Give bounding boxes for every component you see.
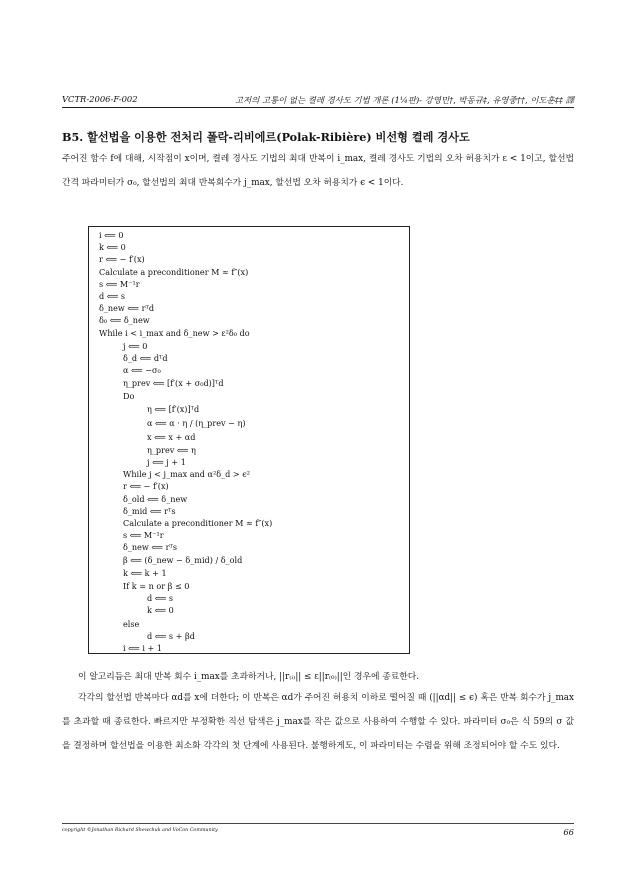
secant-paragraph: [62, 686, 574, 758]
algorithm-line: δ_new ⟸ rᵀs: [123, 542, 178, 552]
copyright-notice: copyright ©Jonathan Richard Shewchuk and VoCon Community: [62, 828, 218, 833]
algorithm-line: s ⟸ M⁻¹r: [99, 279, 140, 289]
algorithm-line: d ⟸ s + βd: [147, 631, 195, 641]
algorithm-line: j ⟸ 0: [123, 341, 148, 351]
algorithm-line: d ⟸ s: [99, 291, 126, 301]
page-number: 66: [563, 827, 574, 837]
algorithm-line: s ⟸ M⁻¹r: [123, 530, 164, 540]
algorithm-line: α ⟸ −σ₀: [123, 365, 161, 375]
header-title: 고저의 고통이 없는 켤레 경사도 기법 개론 (1¼판)- 강영민†, 박동규‡, 유영중††, 이도훈‡‡ 譯: [235, 95, 574, 105]
algorithm-line: r ⟸ − f′(x): [99, 254, 145, 264]
document-id: VCTR-2006-F-002: [62, 94, 138, 104]
algorithm-line: Calculate a preconditioner M ≈ f″(x): [99, 267, 249, 277]
algorithm-line: k ⟸ k + 1: [123, 568, 167, 578]
algorithm-line: δ_d ⟸ dᵀd: [123, 353, 168, 363]
algorithm-line: δ_mid ⟸ rᵀs: [123, 506, 176, 516]
termination-text: 이 알고리듬은 최대 반복 회수 i_max를 초과하거나, ||r₍ᵢ₎|| ≤ ε||r₍₀₎||인 경우에 종료한다.: [78, 672, 420, 682]
algorithm-line: β ⟸ (δ_new − δ_mid) / δ_old: [123, 555, 243, 565]
algorithm-line: k ⟸ 0: [147, 605, 174, 615]
algorithm-line: δ_new ⟸ rᵀd: [99, 303, 155, 313]
algorithm-line: r ⟸ − f′(x): [123, 481, 169, 491]
section-title: B5. 할선법을 이용한 전처리 폴락-리비에르(Polak-Ribière) 비선형 켤레 경사도: [62, 130, 470, 144]
algorithm-box: [88, 226, 410, 654]
algorithm-line: else: [123, 619, 140, 629]
secant-text: 각각의 할선법 반복마다 αd를 x에 더한다; 이 반복은 αd가 주어진 허용치 이하로 떨어질 때 (||αd|| ≤ ϵ) 혹은 반복 회수가 j_max를 초과할 때 종료한다. 빠르지만 부정확한 직선 탐색은 j_max를 작은 값으로 사용하여 수행할 수 있다. 파라미터 σ₀은 식 59의 σ 값을 결정하며 할선법을 이용한 최소화 각각의 첫 단계에 사용된다. 불행하게도, 이 파라미터는 수렴을 위해 조정되어야 할 수도 있다.: [62, 693, 574, 751]
algorithm-line: α ⟸ α · η / (η_prev − η): [147, 418, 246, 428]
algorithm-line: η_prev ⟸ [f′(x + σ₀d)]ᵀd: [123, 378, 224, 388]
algorithm-line: η_prev ⟸ η: [147, 445, 196, 455]
algorithm-line: While j < j_max and α²δ_d > ϵ²: [123, 469, 251, 479]
algorithm-line: x ⟸ x + αd: [147, 432, 196, 442]
algorithm-line: i ⟸ i + 1: [123, 643, 163, 653]
algorithm-line: i ⟸ 0: [99, 230, 124, 240]
intro-paragraph: 주어진 함수 f에 대해, 시작점이 x이며, 켤레 경사도 기법의 최대 반복이 i_max, 켤레 경사도 기법의 오차 허용치가 ε < 1이고, 할선법 간격 파라미터가 σ₀, 할선법의 최대 반복회수가 j_max, 할선법 오차 허용치가 ϵ < 1이다.: [62, 154, 574, 188]
algorithm-line: j ⟸ j + 1: [147, 457, 186, 467]
algorithm-line: Calculate a preconditioner M ≈ f″(x): [123, 518, 273, 528]
algorithm-line: k ⟸ 0: [99, 242, 126, 252]
footer-divider: [62, 823, 574, 824]
algorithm-line: If k = n or β ≤ 0: [123, 581, 190, 591]
algorithm-line: While i < i_max and δ_new > ε²δ₀ do: [99, 328, 250, 338]
header-divider: [62, 107, 574, 108]
algorithm-line: δ₀ ⟸ δ_new: [99, 315, 150, 325]
algorithm-line: η ⟸ [f′(x)]ᵀd: [147, 404, 200, 414]
algorithm-line: d ⟸ s: [147, 593, 174, 603]
algorithm-line: δ_old ⟸ δ_new: [123, 494, 188, 504]
algorithm-line: Do: [123, 391, 135, 401]
